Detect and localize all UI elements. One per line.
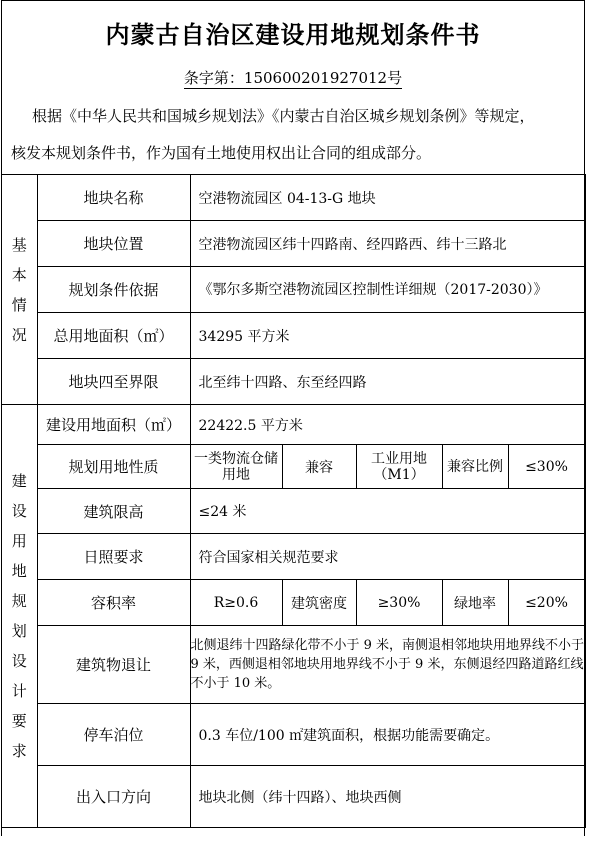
conditions-table: [2, 174, 586, 828]
setback-value: 北侧退纬十四路绿化带不小于 9 米，南侧退相邻地块用地界线不小于 9 米，西侧退相邻地块用地界线不小于 9 米，东侧退经四路道路红线不小于 10 米。: [190, 626, 585, 704]
boundary-value: 北至纬十四路、东至经四路: [190, 359, 585, 405]
intro-line-2: 核发本规划条件书，作为国有土地使用权出让合同的组成部分。: [11, 144, 432, 162]
parcel-name-label: 地块名称: [37, 175, 190, 221]
land-use-label: 规划用地性质: [37, 445, 190, 489]
table-row: [2, 359, 585, 405]
design-section-label: 建 设 用 地 规 划 设 计 要 求: [2, 405, 37, 828]
access-label: 出入口方向: [37, 766, 190, 828]
table-row: [2, 489, 585, 534]
table-row: [2, 221, 585, 267]
doc-number-suffix: 号: [387, 69, 403, 87]
far-value: R≥0.6: [190, 580, 282, 626]
boundary-label: 地块四至界限: [37, 359, 190, 405]
basic-section-label: 基 本 情 况: [2, 175, 37, 405]
construction-area-value: 22422.5 平方米: [190, 405, 585, 445]
parking-label: 停车泊位: [37, 704, 190, 766]
table-row: [2, 704, 585, 766]
compat-ratio-label: 兼容比例: [442, 445, 508, 489]
construction-area-label: 建设用地面积（㎡）: [37, 405, 190, 445]
green-ratio-value: ≤20%: [508, 580, 585, 626]
planning-basis-label: 规划条件依据: [37, 267, 190, 313]
parking-value: 0.3 车位/100 ㎡建筑面积，根据功能需要确定。: [190, 704, 585, 766]
height-limit-value: ≤24 米: [190, 489, 585, 534]
land-use-compat: 兼容: [282, 445, 356, 489]
land-use-secondary: 工业用地（M1）: [356, 445, 442, 489]
doc-number-label: 条字第：: [183, 69, 244, 87]
table-row: [2, 580, 585, 626]
far-label: 容积率: [37, 580, 190, 626]
total-area-value: 34295 平方米: [190, 313, 585, 359]
table-row: [2, 766, 585, 828]
doc-number-value: 150600201927012: [243, 69, 388, 87]
table-row: [2, 175, 585, 221]
compat-ratio-value: ≤30%: [508, 445, 585, 489]
table-row: [2, 267, 585, 313]
parcel-name-value: 空港物流园区 04-13-G 地块: [190, 175, 585, 221]
table-row: [2, 534, 585, 580]
land-use-primary: 一类物流仓储用地: [190, 445, 282, 489]
document-number: [2, 67, 584, 88]
table-row: [2, 313, 585, 359]
table-row: [2, 405, 585, 445]
density-label: 建筑密度: [282, 580, 356, 626]
setback-label: 建筑物退让: [37, 626, 190, 704]
access-value: 地块北侧（纬十四路）、地块西侧: [190, 766, 585, 828]
document-title: 内蒙古自治区建设用地规划条件书: [105, 20, 481, 49]
sunlight-value: 符合国家相关规范要求: [190, 534, 585, 580]
total-area-label: 总用地面积（㎡）: [37, 313, 190, 359]
table-row: [2, 445, 585, 489]
planning-basis-value: 《鄂尔多斯空港物流园区控制性详细规（2017-2030）》: [190, 267, 585, 313]
document-page: [1, 0, 585, 836]
table-row: [2, 626, 585, 704]
sunlight-label: 日照要求: [37, 534, 190, 580]
density-value: ≥30%: [356, 580, 442, 626]
parcel-location-label: 地块位置: [37, 221, 190, 267]
parcel-location-value: 空港物流园区纬十四路南、经四路西、纬十三路北: [190, 221, 585, 267]
intro-line-1: 根据《中华人民共和国城乡规划法》《内蒙古自治区城乡规划条例》等规定，: [32, 107, 535, 125]
green-ratio-label: 绿地率: [442, 580, 508, 626]
height-limit-label: 建筑限高: [37, 489, 190, 534]
